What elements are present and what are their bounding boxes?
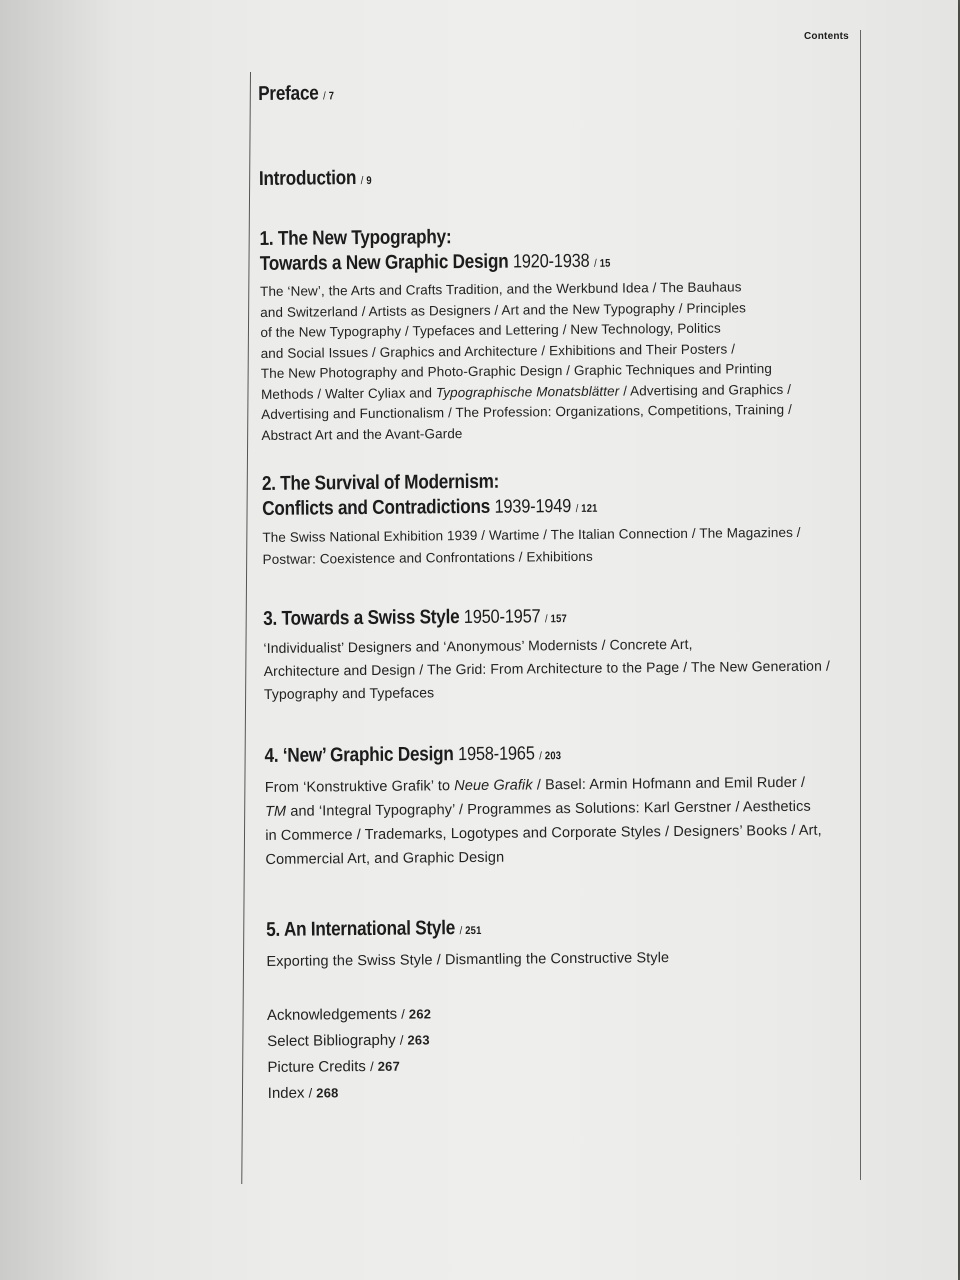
page-fold-shadow	[0, 0, 120, 1280]
table-of-contents	[258, 72, 888, 1106]
page-number: / 15	[594, 257, 611, 270]
chapter-topics: Exporting the Swiss Style / Dismantling the Constructive Style	[266, 950, 670, 970]
entry-title: Introduction	[258, 167, 357, 190]
page-number: / 7	[323, 90, 335, 103]
running-head: Contents	[804, 31, 849, 42]
left-vertical-rule	[241, 72, 251, 1184]
chapter-title-line1: 2. The Survival of Modernism:	[261, 470, 500, 495]
chapter-dates: 1950-1957	[463, 606, 541, 629]
chapter-title-line2: Conflicts and Contradictions	[262, 495, 491, 520]
back-matter-list	[267, 997, 888, 1107]
toc-entry-acknowledgements[interactable]: Acknowledgements / 262	[266, 1005, 432, 1024]
toc-entry-chapter-1[interactable]	[259, 221, 881, 446]
page-number: / 9	[360, 174, 372, 188]
page-number: / 121	[575, 502, 598, 515]
toc-entry-chapter-2[interactable]	[262, 466, 883, 571]
page-number: / 157	[544, 613, 567, 626]
toc-entry-chapter-4[interactable]	[264, 738, 885, 872]
chapter-title-line1: 1. The New Typography:	[259, 226, 452, 250]
chapter-topics: ‘Individualist’ Designers and ‘Anonymous’ Modernists / Concrete Art, Architecture and Design / The Grid: From Architecture to the Page / The New Generation / Typography and Typefaces	[263, 635, 830, 702]
entry-title: Preface	[258, 82, 319, 105]
toc-entry-chapter-3[interactable]	[263, 601, 884, 706]
page-number: / 251	[459, 924, 482, 938]
chapter-title: 5. An International Style	[266, 917, 456, 941]
toc-entry-chapter-5[interactable]	[266, 912, 886, 972]
chapter-dates: 1958-1965	[457, 743, 535, 766]
chapter-topics: The Swiss National Exhibition 1939 / Wartime / The Italian Connection / The Magazines / Postwar: Coexistence and Confrontations / Exhibitions	[262, 524, 801, 567]
chapter-topics: From ‘Konstruktive Grafik’ to Neue Grafik / Basel: Armin Hofmann and Emil Ruder / TM and ‘Integral Typography’ / Programmes as Solutions: Karl Gerstner / Aesthetics in Commerce / Trademarks, Logotypes and Corporate Styles / Designers’ Books / Art, Commercial Art, and Graphic Design	[264, 774, 822, 868]
toc-entry-index[interactable]: Index / 268	[267, 1084, 339, 1102]
chapter-dates: 1939-1949	[494, 496, 572, 518]
chapter-title: 3. Towards a Swiss Style	[263, 606, 460, 630]
toc-entry-preface[interactable]	[258, 76, 878, 110]
toc-entry-bibliography[interactable]: Select Bibliography / 263	[267, 1031, 430, 1050]
chapter-dates: 1920-1938	[512, 250, 590, 273]
toc-entry-introduction[interactable]	[259, 161, 879, 195]
page-number: / 203	[539, 750, 562, 763]
chapter-topics: The ‘New’, the Arts and Crafts Tradition, and the Werkbund Idea / The Bauhaus and Switzerland / Artists as Designers / Art and the New Typography / Principles of the New Typography / Typefaces and Lettering / New Technology, Politics and Social Issues / Graphics and Architecture / Exhibitions and Their Posters / The New Photography and Photo-Graphic Design / Graphic Techniques and Printing Methods / Walter Cyliax and Typographische Monatsblätter / Advertising and Graphics / Advertising and Functionalism / The Profession: Organizations, Competitions, Training / Abstract Art and the Avant-Garde	[259, 279, 792, 443]
chapter-title-line2: Towards a New Graphic Design	[259, 250, 509, 275]
toc-entry-picture-credits[interactable]: Picture Credits / 267	[267, 1057, 401, 1076]
chapter-title: 4. ‘New’ Graphic Design	[264, 743, 454, 767]
